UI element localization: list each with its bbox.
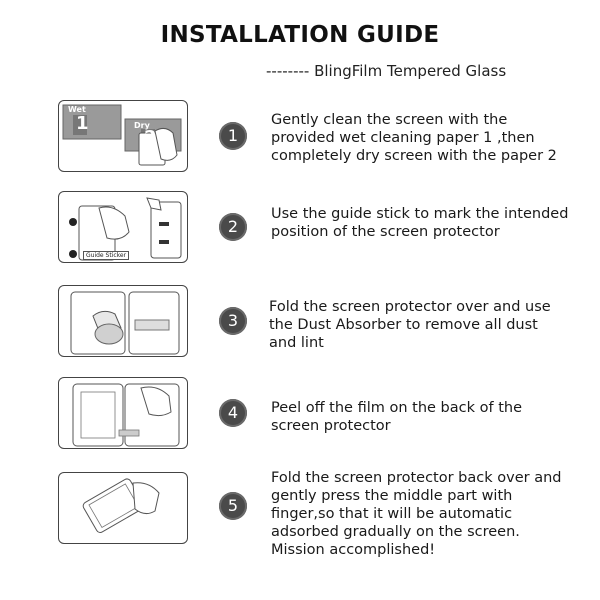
step-1-description: Gently clean the screen with the provided wet cleaning paper 1 ,then completely dry screen with the paper 2 [271,112,557,164]
step-2-illustration [58,191,188,263]
page-title: INSTALLATION GUIDE [160,22,440,48]
step-4-description: Peel off the film on the back of the screen protector [271,400,523,434]
paper-1-number: 1 [76,113,89,134]
step-5-number-badge: 5 [219,492,247,520]
step-5-description: Fold the screen protector back over and gently press the middle part with finger,so that it will be automatic adsorbed gradually on the screen. Mission accomplished! [271,470,562,558]
step-4-illustration [58,377,188,449]
step-1-illustration [58,100,188,172]
step-4 [0,377,600,459]
guide-sticker-label: Guide Sticker [83,251,129,260]
step-1-number-badge: 1 [219,122,247,150]
paper-2-number: 2 [144,127,157,148]
step-1 [0,100,600,182]
step-2-description: Use the guide stick to mark the intended position of the screen protector [271,206,569,240]
step-4-number-badge: 4 [219,399,247,427]
product-subtitle: -------- BlingFilm Tempered Glass [266,62,507,80]
step-3-number-badge: 3 [219,307,247,335]
dry-label: Dry [134,121,150,130]
step-5 [0,470,600,558]
step-3-illustration [58,285,188,357]
press-screen-icon [59,473,188,544]
peel-film-icon [59,378,188,449]
step-2 [0,191,600,273]
wet-label: Wet [68,105,86,114]
step-5-illustration [58,472,188,544]
dust-absorber-icon [59,286,188,357]
step-2-number-badge: 2 [219,213,247,241]
step-3 [0,285,600,367]
step-3-description: Fold the screen protector over and use the Dust Absorber to remove all dust and lint [269,299,551,351]
